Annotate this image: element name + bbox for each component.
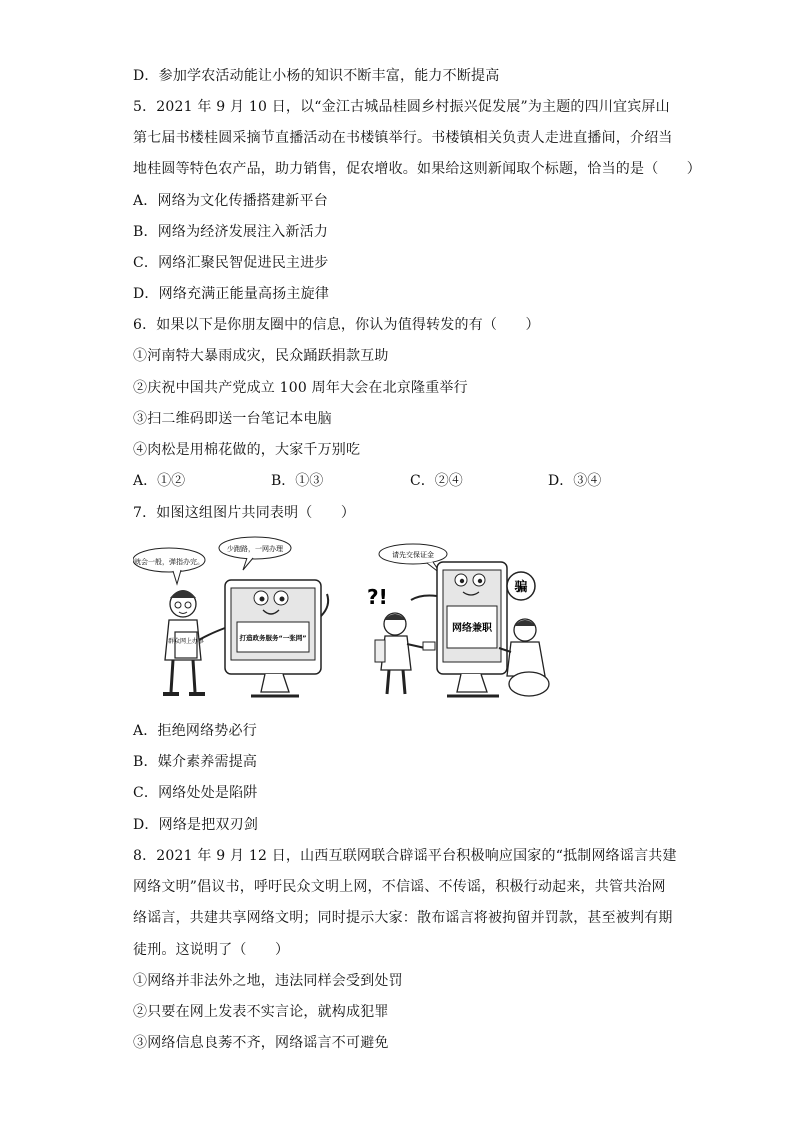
left-board-text: 群众网上办事: [167, 638, 205, 645]
q6-item-4: ④肉松是用棉花做的，大家千万别吃: [133, 442, 361, 458]
q4-option-d: D．参加学农活动能让小杨的知识不断丰富，能力不断提高: [133, 68, 500, 84]
cartoon-government-service: [133, 536, 333, 702]
q8-stem-line-3: 络谣言，共建共享网络文明；同时提示大家：散布谣言将被拘留并罚款，甚至被判有期: [133, 910, 673, 926]
right-bubble-text: 请先交保证金: [392, 551, 434, 559]
cartoon-online-job-scam: [361, 536, 557, 702]
q7-option-c: C．网络处处是陷阱: [133, 785, 258, 801]
q8-item-1: ①网络并非法外之地，违法同样会受到处罚: [133, 973, 403, 989]
left-screen-text: 打造政务服务“一张网”: [239, 634, 307, 642]
q5-option-c: C．网络汇聚民智促进民主进步: [133, 255, 329, 271]
svg-text:?!: ?!: [367, 585, 388, 609]
q7-option-b: B．媒介素养需提高: [133, 754, 258, 770]
scam-sign-text: 骗: [514, 580, 528, 595]
q6-item-1: ①河南特大暴雨成灾，民众踊跃捐款互助: [133, 348, 389, 364]
q5-stem-line-2: 第七届书楼桂圆采摘节直播活动在书楼镇举行。书楼镇相关负责人走进直播间，介绍当: [133, 130, 673, 146]
q5-option-b: B．网络为经济发展注入新活力: [133, 224, 329, 240]
q6-option-a: A．①②: [133, 473, 186, 489]
q7-option-d: D．网络是把双刃剑: [133, 817, 259, 833]
q8-item-3: ③网络信息良莠不齐，网络谣言不可避免: [133, 1035, 389, 1051]
q8-stem-line-4: 徒刑。这说明了（ ）: [133, 942, 290, 958]
q5-option-a: A．网络为文化传播搭建新平台: [133, 193, 328, 209]
q6-option-b: B．①③: [271, 473, 324, 489]
q7-cartoon-figure: [133, 536, 553, 702]
q5-stem-line-3: 地桂圆等特色农产品，助力销售，促农增收。如果给这则新闻取个标题，恰当的是（ ）: [133, 161, 701, 177]
q6-options: [133, 471, 653, 491]
q5-option-d: D．网络充满正能量高扬主旋律: [133, 286, 330, 302]
left-bubble-1-text: 就会一般，弹指办完。: [134, 558, 204, 566]
q7-stem: 7．如图这组图片共同表明（ ）: [133, 505, 356, 521]
left-bubble-2-text: 少跑路，一网办理: [227, 545, 283, 553]
q6-option-c: C．②④: [410, 473, 463, 489]
q6-stem: 6．如果以下是你朋友圈中的信息，你认为值得转发的有（ ）: [133, 317, 540, 333]
q6-item-3: ③扫二维码即送一台笔记本电脑: [133, 411, 332, 427]
q6-item-2: ②庆祝中国共产党成立 100 周年大会在北京隆重举行: [133, 380, 468, 396]
q6-option-d: D．③④: [548, 473, 602, 489]
q7-option-a: A．拒绝网络势必行: [133, 723, 257, 739]
q8-stem-line-1: 8．2021 年 9 月 12 日，山西互联网联合辟谣平台积极响应国家的“抵制网络谣言共建: [133, 848, 677, 864]
q8-stem-line-2: 网络文明”倡议书，呼吁民众文明上网，不信谣、不传谣，积极行动起来，共管共治网: [133, 879, 666, 895]
q8-item-2: ②只要在网上发表不实言论，就构成犯罪: [133, 1004, 389, 1020]
right-screen-text: 网络兼职: [452, 623, 492, 634]
q5-stem-line-1: 5．2021 年 9 月 10 日，以“金江古城品桂圆乡村振兴促发展”为主题的四川宜宾屏山: [133, 99, 670, 115]
